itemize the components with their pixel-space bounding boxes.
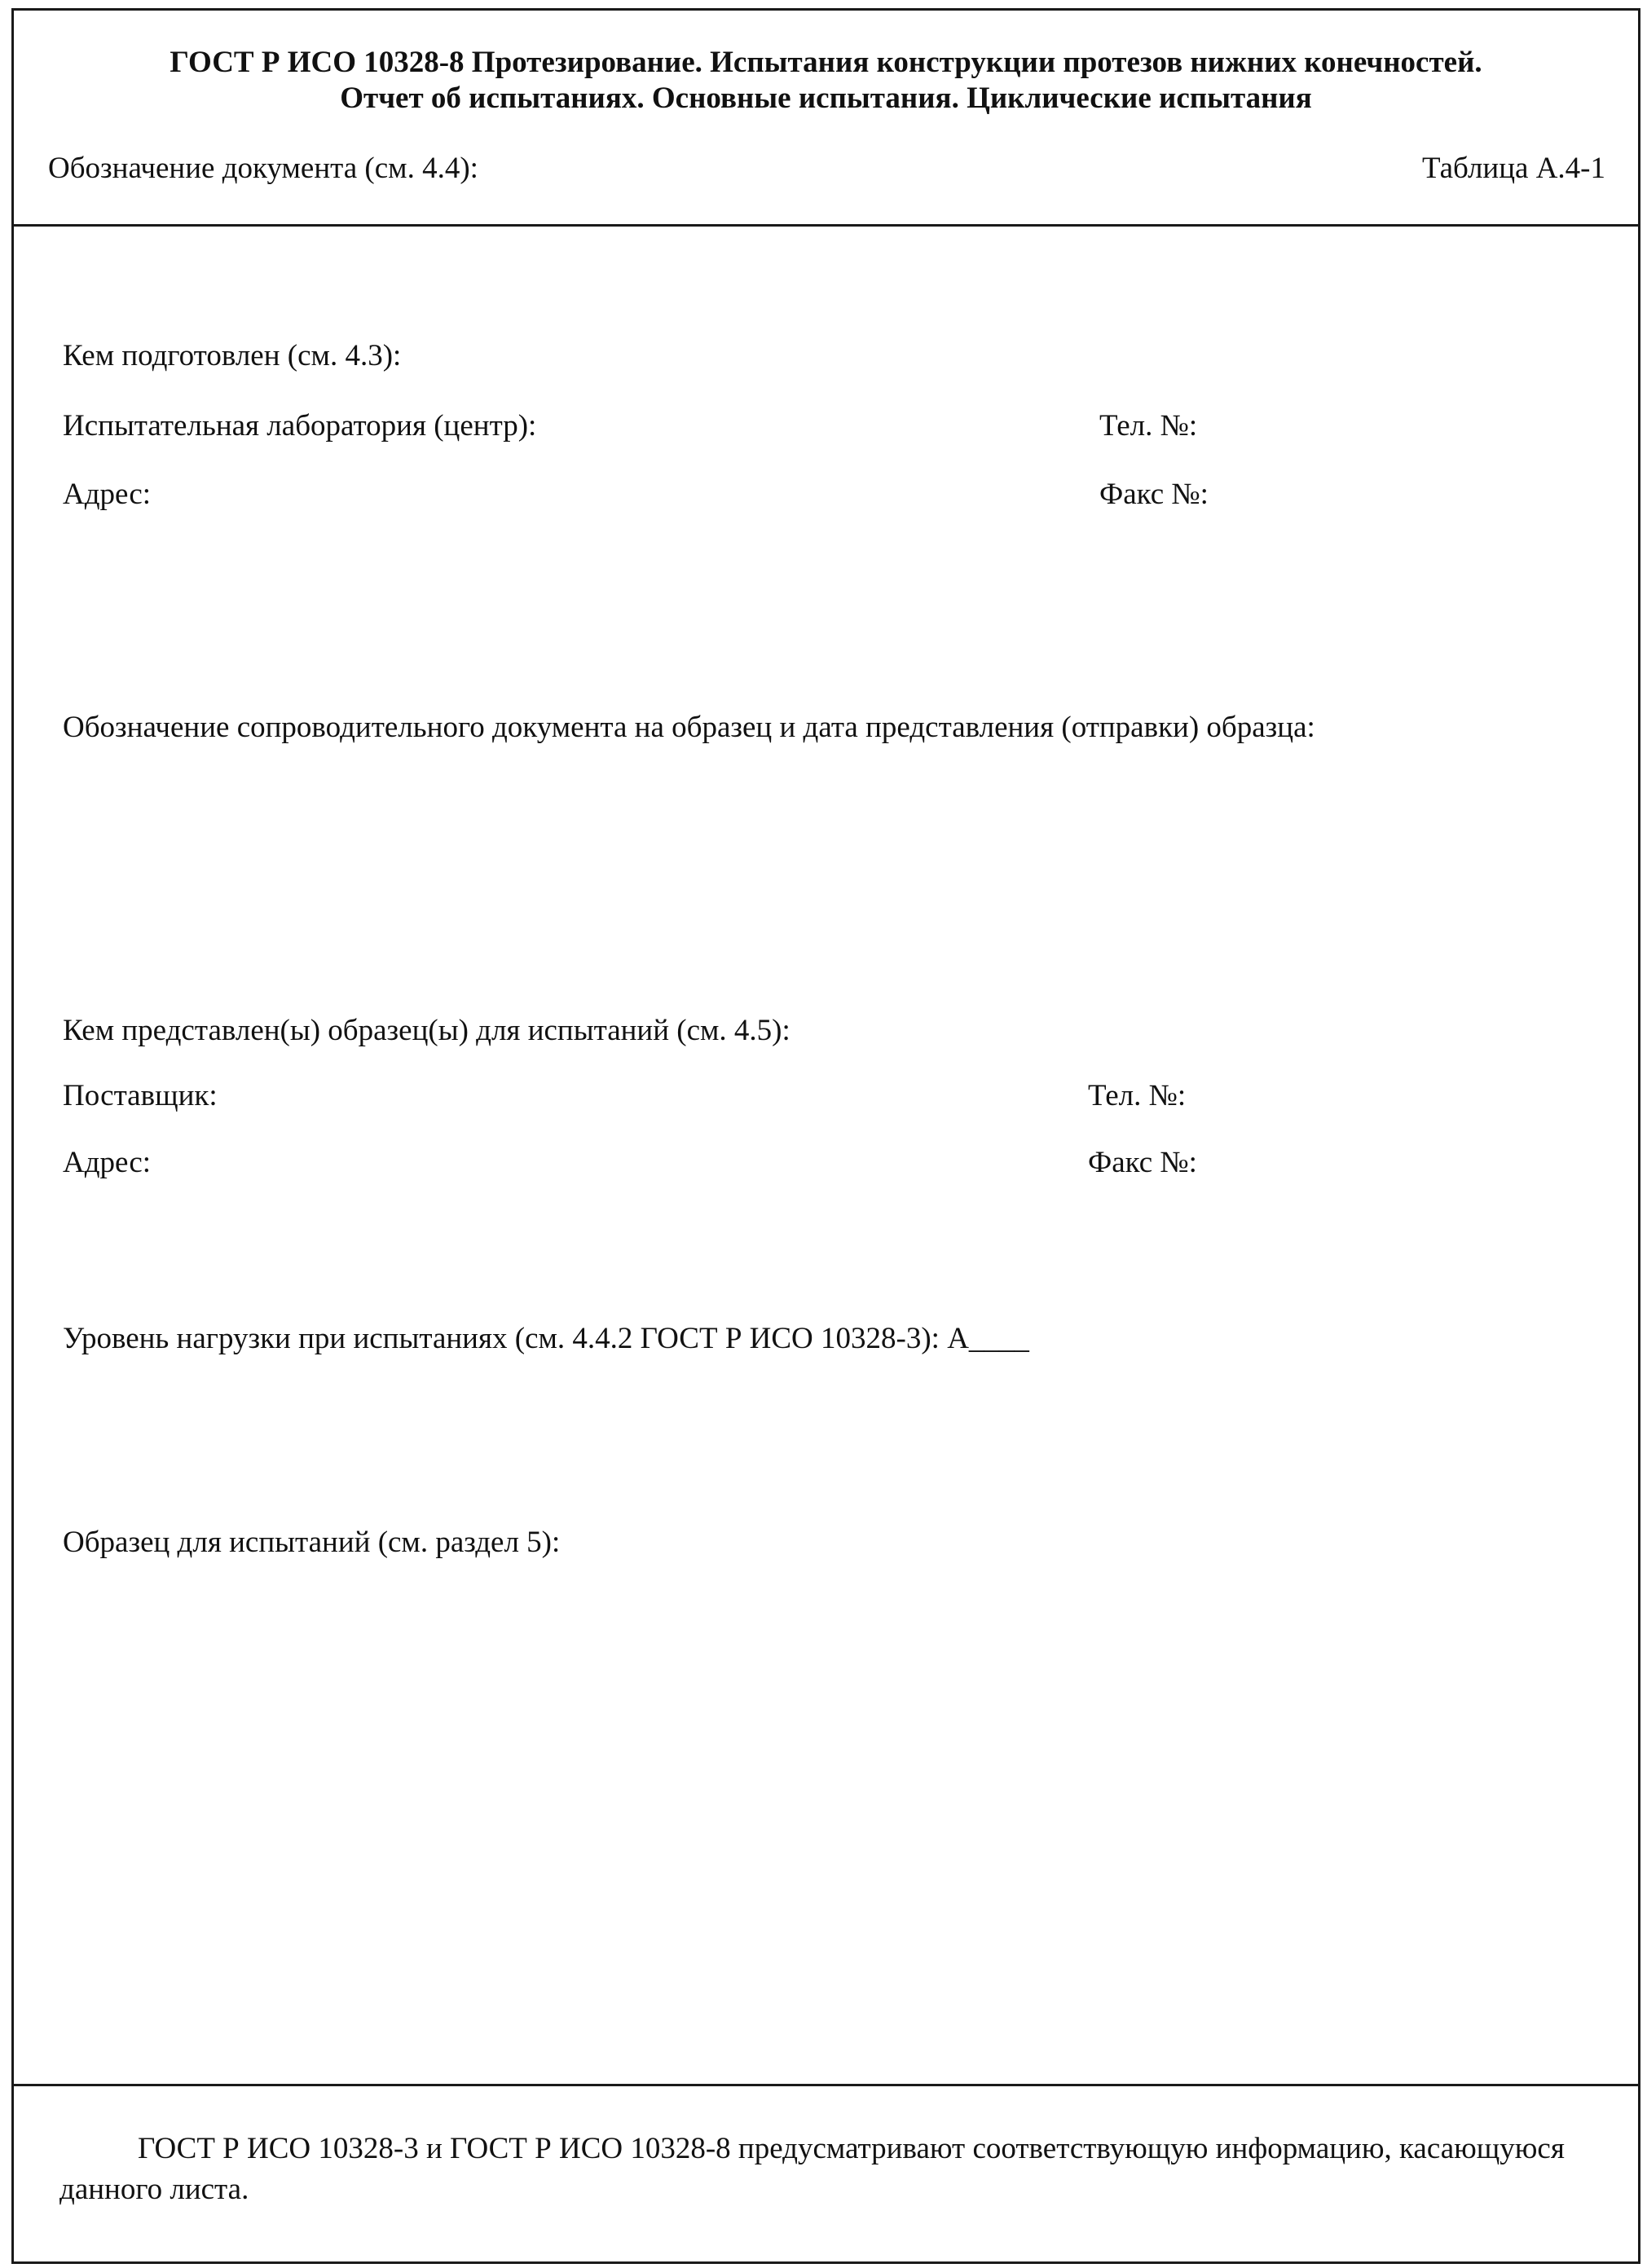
test-load-level-label: Уровень нагрузки при испытаниях (см. 4.4.2 ГОСТ Р ИСО 10328-3): А____: [63, 1322, 1029, 1355]
lab-address-label: Адрес:: [63, 478, 152, 511]
submitted-by-label: Кем представлен(ы) образец(ы) для испытаний (см. 4.5):: [63, 1014, 790, 1047]
supplier-fax-label: Факс №:: [1088, 1146, 1197, 1179]
test-lab-label: Испытательная лаборатория (центр):: [63, 409, 537, 443]
accompanying-document-label: Обозначение сопроводительного документа на образец и дата представления (отправки) образца:: [63, 711, 1315, 744]
prepared-by-label: Кем подготовлен (см. 4.3):: [63, 339, 402, 372]
supplier-label: Поставщик:: [63, 1079, 218, 1112]
document-title: [14, 45, 1638, 117]
title-line-2: Отчет об испытаниях. Основные испытания. Циклические испытания: [340, 81, 1312, 115]
form-footer: [14, 2084, 1638, 2261]
test-specimen-label: Образец для испытаний (см. раздел 5):: [63, 1526, 561, 1559]
supplier-address-label: Адрес:: [63, 1146, 152, 1179]
lab-fax-label: Факс №:: [1099, 478, 1209, 511]
title-line-1: ГОСТ Р ИСО 10328-8 Протезирование. Испытания конструкции протезов нижних конечностей.: [170, 46, 1482, 79]
form-frame: [11, 8, 1640, 2264]
form-header: [14, 11, 1638, 227]
lab-phone-label: Тел. №:: [1099, 409, 1198, 443]
footer-note: ГОСТ Р ИСО 10328-3 и ГОСТ Р ИСО 10328-8 предусматривают соответствующую информацию, касающуюся данного листа.: [59, 2132, 1565, 2206]
document-designation-label: Обозначение документа (см. 4.4):: [48, 152, 478, 185]
table-number: Таблица А.4-1: [1421, 152, 1605, 185]
supplier-phone-label: Тел. №:: [1088, 1079, 1187, 1112]
